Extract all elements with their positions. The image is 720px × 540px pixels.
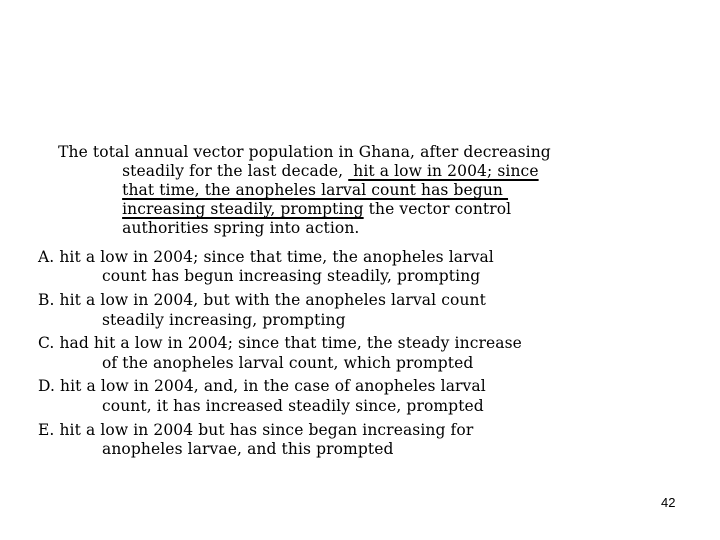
option-a-line-2[interactable]: count has begun increasing steadily, prompting bbox=[102, 267, 481, 285]
option-e-line-2[interactable]: anopheles larvae, and this prompted bbox=[102, 440, 394, 458]
option-a-line-1[interactable]: A. hit a low in 2004; since that time, the anopheles larval bbox=[38, 248, 494, 266]
page-number: 42 bbox=[661, 495, 676, 510]
option-b-line-1[interactable]: B. hit a low in 2004, but with the anopheles larval count bbox=[38, 291, 486, 309]
question-text: steadily for the last decade, bbox=[122, 162, 349, 180]
underlined-phrase: increasing steadily, prompting bbox=[122, 200, 364, 218]
option-d-line-1[interactable]: D. hit a low in 2004, and, in the case of anopheles larval bbox=[38, 377, 486, 395]
underlined-phrase: that time, the anopheles larval count has begun bbox=[122, 181, 509, 199]
option-d-line-2[interactable]: count, it has increased steadily since, prompted bbox=[102, 397, 484, 415]
question-text: The total annual vector population in Ghana, after decreasing bbox=[58, 143, 551, 161]
option-b-line-2[interactable]: steadily increasing, prompting bbox=[102, 311, 346, 329]
underlined-phrase: hit a low in 2004; since bbox=[348, 162, 539, 180]
question-text: authorities spring into action. bbox=[122, 219, 360, 237]
question-text: the vector control bbox=[363, 200, 512, 218]
option-e-line-1[interactable]: E. hit a low in 2004 but has since began increasing for bbox=[38, 421, 474, 439]
option-c-line-1[interactable]: C. had hit a low in 2004; since that time, the steady increase bbox=[38, 334, 522, 352]
option-c-line-2[interactable]: of the anopheles larval count, which prompted bbox=[102, 354, 474, 372]
